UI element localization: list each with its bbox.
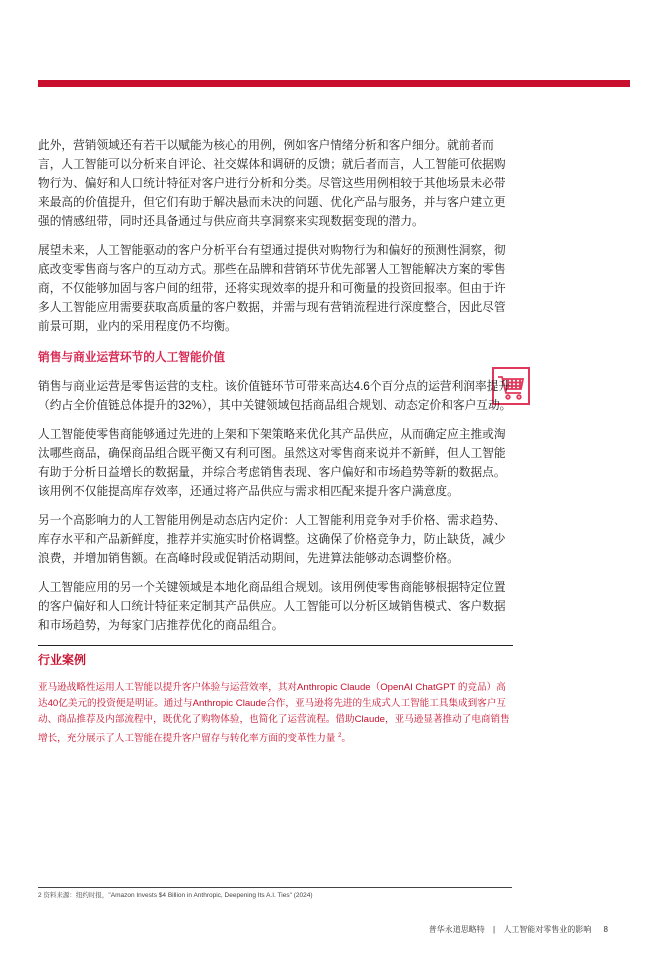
footer-brand: 普华永道思略特 (428, 925, 485, 935)
paragraph: 销售与商业运营是零售运营的支柱。该价值链环节可带来高达4.6个百分点的运营利润率提升（约占全价值链总体提升的32%），其中关键领域包括商品组合规划、动态定价和客户互动。 (38, 380, 512, 412)
case-study-title: 行业案例 (38, 653, 87, 667)
page-content (38, 0, 608, 966)
footnote-divider (38, 887, 512, 888)
paragraph: 展望未来，人工智能驱动的客户分析平台有望通过提供对购物行为和偏好的预测性洞察，彻底改变零售商与客户的互动方式。那些在品牌和营销环节优先部署人工智能解决方案的零售商，不仅能够加固与客户间的纽带，还将实现效率的提升和可衡量的投资回报率。但由于许多人工智能应用需要获取高质量的客户数据，并需与现有营销流程进行深度整合，因此尽管前景可期，业内的采用程度仍不均衡。 (38, 244, 506, 333)
case-study-text: 亚马逊战略性运用人工智能以提升客户体验与运营效率，其对Anthropic Claude（OpenAI ChatGPT 的竞品）高达40亿美元的投资便是明证。通过与Anthropic Claude合作，亚马逊将先进的生成式人工智能工具集成到客户互动、商品推荐及内部流程中，既优化了购物体验，也简化了运营流程。借助Claude，亚马逊显著推动了电商销售增长，充分展示了人工智能在提升客户留存与转化率方面的变革性力量 $^2$。 (38, 682, 510, 745)
footer-title: 人工智能对零售业的影响 (503, 925, 592, 935)
case-study-divider (38, 645, 513, 646)
section-heading: 销售与商业运营环节的人工智能价值 (38, 351, 226, 364)
footnote: 2 资料来源：纽约时报，"Amazon Invests $4 Billion in Anthropic, Deepening Its A.I. Ties" (2024) (38, 892, 313, 900)
main-body (38, 136, 516, 635)
paragraph: 人工智能应用的另一个关键领域是本地化商品组合规划。该用例使零售商能够根据特定位置的客户偏好和人口统计特征来定制其产品供应。人工智能可以分析区域销售模式、客户数据和市场趋势，为每家门店推荐优化的商品组合。 (38, 581, 506, 632)
case-study-body: 亚马逊战略性运用人工智能以提升客户体验与运营效率，其对Anthropic Claude（OpenAI ChatGPT 的竞品）高达40亿美元的投资便是明证。通过与Anthropic Claude合作，亚马逊将先进的生成式人工智能工具集成到客户互动、商品推荐及内部流程中，既优化了购物体验，也简化了运营流程。借助Claude，亚马逊显著推动了电商销售增长，充分展示了人工智能在提升客户留存与转化率方面的变革性力量 (38, 682, 510, 745)
paragraph: 人工智能使零售商能够通过先进的上架和下架策略来优化其产品供应，从而确定应主推或淘汰哪些商品，确保商品组合既平衡又有利可图。虽然这对零售商来说并不新鲜，但人工智能有助于分析日益增长的数据量，并综合考虑销售表现、客户偏好和市场趋势等新的数据点。该用例不仅能提高库存效率，还通过将产品供应与需求相匹配来提升客户满意度。 (38, 428, 506, 498)
page-footer (38, 924, 608, 966)
paragraph: 此外，营销领域还有若干以赋能为核心的用例，例如客户情绪分析和客户细分。就前者而言，人工智能可以分析来自评论、社交媒体和调研的反馈；就后者而言，人工智能可依据购物行为、偏好和人口统计特征对客户进行分析和分类。尽管这些用例相较于其他场景未必带来最高的价值提升，但它们有助于解决悬而未决的问题、优化产品与服务，并与客户建立更强的情感纽带，同时还具备通过与供应商共享洞察来实现数据变现的潜力。 (38, 139, 506, 228)
page-number: 8 (603, 925, 608, 935)
footer-separator: | (493, 925, 496, 935)
paragraph: 另一个高影响力的人工智能用例是动态店内定价：人工智能利用竞争对手价格、需求趋势、库存水平和产品新鲜度，推荐并实施实时价格调整。这确保了价格竞争力，防止缺货，减少浪费，并增加销售额。在高峰时段或促销活动期间，先进算法能够动态调整价格。 (38, 514, 506, 565)
footnote-ref[interactable]: 2 (338, 733, 342, 739)
